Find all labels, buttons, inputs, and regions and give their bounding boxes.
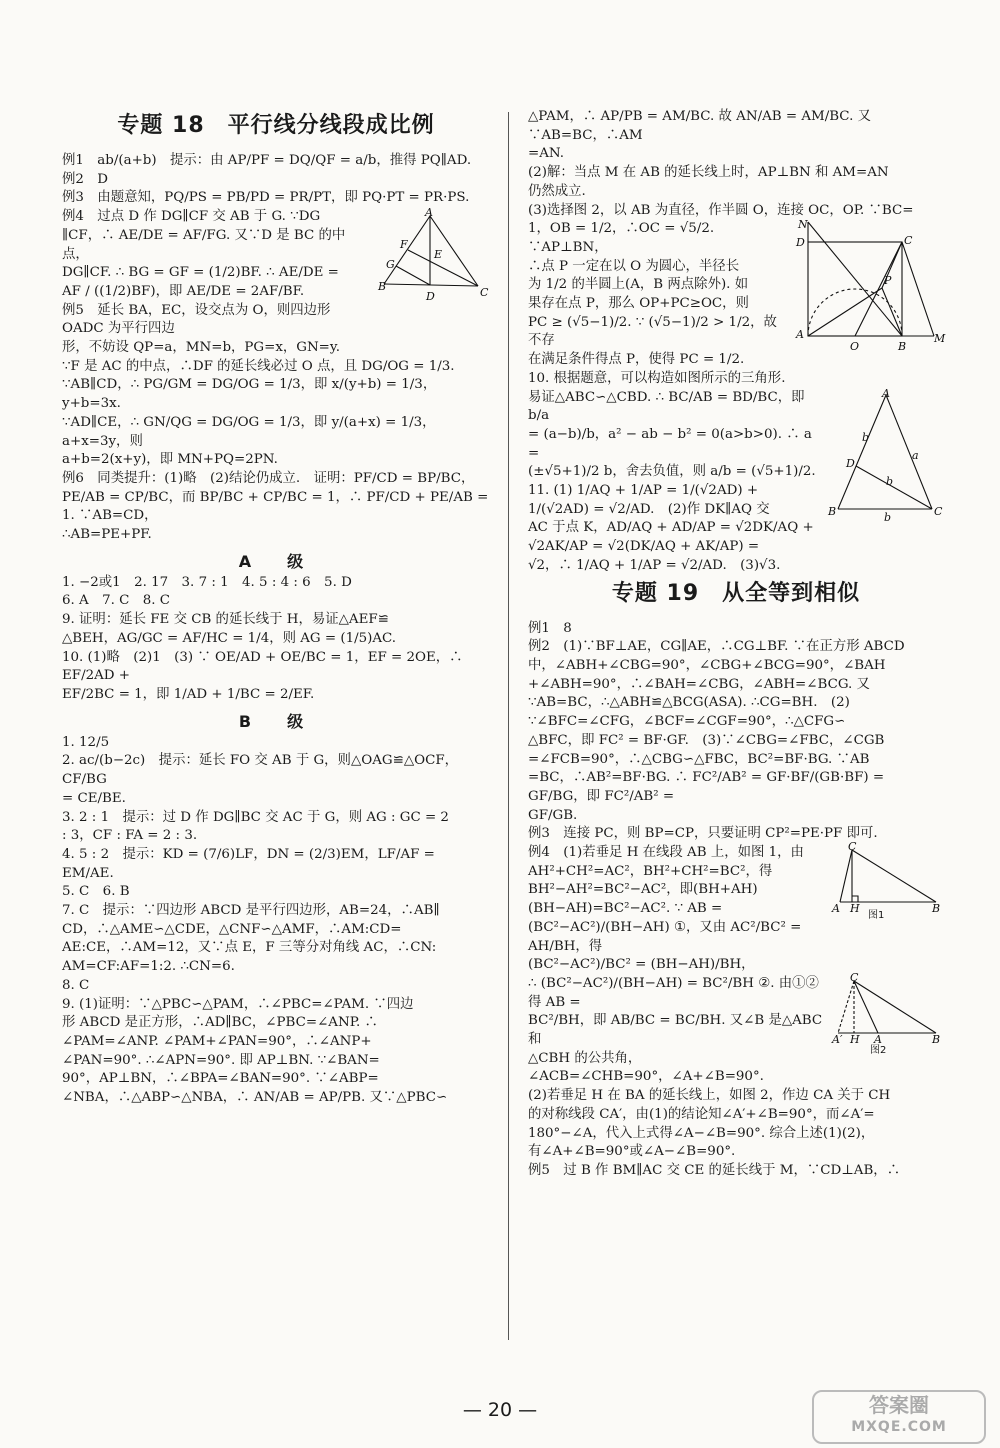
text-line: (±√5+1)/2 b，舍去负值，则 a/b = (√5+1)/2.: [528, 464, 816, 480]
text-line: 果存在点 P，那么 OP+PC≥OC，则: [528, 296, 749, 312]
text-line: (BC²−AC²)/BC² = (BH−AH)/BH，: [528, 957, 755, 973]
text-line: ∠NBA，∴△ABP∽△NBA，∴ AN/AB = AP/PB. 又∵△PBC∽: [62, 1090, 448, 1106]
text-line: 1，OB = 1/2，∴OC = √5/2. ∵AP⊥BN，: [528, 221, 715, 255]
svg-text:H: H: [850, 902, 860, 916]
text-line: 在满足条件得点 P，使得 PC = 1/2.: [528, 352, 745, 368]
text-line: 5. C 6. B: [62, 884, 130, 900]
svg-text:G: G: [386, 258, 395, 272]
svg-text:C: C: [850, 970, 859, 984]
text-line: =AN.: [528, 146, 565, 162]
watermark-url: MXQE.COM: [851, 1419, 947, 1435]
svg-text:B: B: [378, 280, 387, 294]
text-line: (2)解：当点 M 在 AB 的延长线上时，AP⊥BN 和 AM=AN: [528, 165, 889, 181]
topic-19-title: 专题 19 从全等到相似: [611, 580, 861, 606]
text-line: 2. ac/(b−2c) 提示：延长 FO 交 AB 于 G，则△OAG≌△OCF，CF/BG: [62, 753, 459, 788]
svg-text:b: b: [862, 430, 870, 444]
svg-text:b: b: [884, 510, 892, 524]
figure-1-right-triangle: [832, 840, 944, 924]
text-line: ∵AB∥CD，∴ PG/GM = DG/OG = 1/3，即 x/(y+b) = 1/3，y+b=3x.: [62, 377, 437, 412]
text-line: (2)若垂足 H 在 BA 的延长线上，如图 2，作边 CA 关于 CH: [528, 1088, 891, 1104]
svg-text:A′: A′: [832, 1032, 843, 1046]
text-line: 形 ABCD 是正方形，∴AD∥BC，∠PBC=∠ANP. ∴: [62, 1015, 378, 1031]
svg-text:M: M: [934, 332, 946, 346]
text-line: 10. (1)略 (2)1 (3) ∵ OE/AD + OE/BC = 1，EF = 2OE，∴ EF/2AD +: [62, 649, 463, 684]
svg-text:N: N: [798, 218, 808, 232]
svg-text:A: A: [874, 1032, 882, 1046]
text-line: △BFC，即 FC² = BF·GF. (3)∵∠CBG=∠FBC，∠CGB: [528, 732, 885, 748]
svg-text:E: E: [434, 248, 443, 262]
text-line: BC²/BH，即 AB/BC = BC/BH. 又∠B 是△ABC 和: [528, 1013, 823, 1048]
text-line: 例4 过点 D 作 DG∥CF 交 AB 于 G. ∵DG: [62, 209, 321, 225]
text-line: ∵AD∥CE，∴ GN/QG = DG/OG = 1/3，即 y/(a+x) = 1/3，a+x=3y，则: [62, 414, 436, 449]
text-line: +∠ABH=90°，∴∠BAH=∠CBG，∠ABH=∠BCG. 又: [528, 676, 870, 692]
text-line: ∵∠BFC=∠CFG，∠BCF=∠CGF=90°，∴△CFG∽: [528, 714, 846, 730]
text-line: 易证△ABC∽△CBD. ∴ BC/AB = BD/BC，即 b/a: [528, 389, 805, 424]
level-a-heading: A 级: [238, 551, 314, 571]
text-line: =∠FCB=90°，∴△CBG∽△FBC，BC²=BF·BG. ∵AB: [528, 751, 870, 767]
text-line: 有∠A+∠B=90°或∠A−∠B=90°.: [528, 1144, 736, 1160]
text-line: ∵F 是 AC 的中点，∴DF 的延长线必过 O 点，且 DG/OG = 1/3.: [62, 358, 455, 374]
text-line: 9. 证明：延长 FE 交 CB 的延长线于 H，易证△AEF≌: [62, 612, 389, 628]
text-line: 10. 根据题意，可以构造如图所示的三角形.: [528, 370, 786, 386]
svg-text:F: F: [400, 238, 408, 252]
text-line: CD，∴△AME∽△CDE，△CNF∽△AMF，∴AM:CD=: [62, 921, 402, 937]
text-line: ∴AB=PE+PF.: [62, 527, 152, 543]
text-line: PC ≥ (√5−1)/2. ∵ (√5−1)/2 > 1/2，故不存: [528, 314, 777, 349]
text-line: △BEH，AG/GC = AF/HC = 1/4，则 AG = (1/5)AC.: [62, 630, 397, 646]
text-line: PE/AB = CP/BC，而 BP/BC + CP/BC = 1，∴ PF/CD + PE/AB = 1. ∵AB=CD，: [62, 489, 489, 524]
text-line: (BC²−AC²)/(BH−AH) ①，又由 AC²/BC² = AH/BH，得: [528, 919, 802, 954]
text-line: : 3，CF : FA = 2 : 3.: [62, 828, 198, 844]
text-line: ∴点 P 一定在以 O 为圆心，半径长: [528, 258, 740, 274]
example4-triangle-figure: [378, 208, 490, 316]
text-line: 例2 (1)∵BF⊥AE，CG∥AE，∴CG⊥BF. ∵在正方形 ABCD: [528, 639, 905, 655]
watermark-text: 答案圈: [869, 1393, 929, 1417]
text-line: √2，∴ 1/AQ + 1/AP = √2/AD. (3)√3.: [528, 557, 781, 573]
level-b-heading: B 级: [238, 711, 314, 731]
svg-text:D: D: [426, 290, 435, 304]
text-line: = (a−b)/b，a² − ab − b² = 0(a>b>0). ∴ a =: [528, 426, 812, 461]
text-line: △CBH 的公共角，: [528, 1050, 642, 1066]
svg-text:B: B: [932, 1032, 941, 1046]
svg-text:b: b: [886, 474, 894, 488]
figure-1-caption: 图1: [868, 910, 885, 922]
text-line: ∠PAM=∠ANP. ∠PAM+∠PAN=90°，∴∠ANP+: [62, 1033, 372, 1049]
column-divider: [508, 112, 509, 1340]
text-line: a+b=2(x+y)，即 MN+PQ=2PN.: [62, 452, 278, 468]
text-line: ∠PAN=90°. ∴∠APN=90°. 即 AP⊥BN. ∵∠BAN=: [62, 1052, 380, 1068]
text-line: ∠ACB=∠CHB=90°，∠A+∠B=90°.: [528, 1069, 764, 1085]
example10-triangle-figure: [828, 386, 944, 524]
text-line: AF / ((1/2)BF)，即 AE/DE = 2AF/BF.: [62, 283, 305, 299]
text-line: 中，∠ABH+∠CBG=90°，∠CBG+∠BCG=90°，∠BAH: [528, 657, 886, 673]
text-line: DG∥CF. ∴ BG = GF = (1/2)BF. ∴ AE/DE =: [62, 265, 339, 281]
text-line: 例1 8: [528, 620, 572, 636]
text-line: 6. A 7. C 8. C: [62, 593, 171, 609]
text-line: 例5 过 B 作 BM∥AC 交 CE 的延长线于 M，∵CD⊥AB，∴: [528, 1162, 901, 1178]
text-line: = CE/BE.: [62, 790, 126, 806]
text-line: 例5 延长 BA，EC，设交点为 O，则四边形 OADC 为平行四边: [62, 302, 331, 337]
figure-2-obtuse-triangle: [832, 970, 944, 1059]
svg-text:D: D: [846, 456, 855, 470]
text-line: 11. (1) 1/AQ + 1/AP = 1/(√2AD) + 1/(√2AD) = √2/AD. (2)作 DK∥AQ 交: [528, 483, 770, 517]
text-line: 形，不妨设 QP=a，MN=b，PG=x，GN=y.: [62, 340, 340, 356]
svg-text:A: A: [832, 902, 840, 916]
text-line: 1. −2或1 2. 17 3. 7 : 1 4. 5 : 4 : 6 5. D: [62, 574, 352, 590]
square-semicircle-figure: [794, 220, 944, 360]
text-line: 例1 ab/(a+b) 提示：由 AP/PF = DQ/QF = a/b，推得 PQ∥AD.: [62, 153, 472, 168]
text-line: 仍然成立.: [528, 183, 586, 199]
text-line: BH²−AH²=BC²−AC²，即(BH+AH): [528, 882, 758, 898]
text-line: 1. 12/5: [62, 734, 110, 750]
svg-text:A: A: [796, 328, 804, 342]
right-column: [528, 108, 944, 1181]
svg-text:C: C: [480, 286, 489, 300]
text-line: ∵AB=BC，∴△ABH≌△BCG(ASA). ∴CG=BH. (2): [528, 695, 850, 711]
svg-text:A: A: [425, 206, 433, 220]
svg-text:A: A: [882, 386, 890, 400]
text-line: AH²+CH²=AC²，BH²+CH²=BC²，得: [528, 863, 773, 879]
svg-text:B: B: [932, 902, 941, 916]
svg-text:H: H: [850, 1032, 860, 1046]
text-line: AM=CF:AF=1:2. ∴CN=6.: [62, 959, 235, 975]
text-line: ∥CF，∴ AE/DE = AF/FG. 又∵D 是 BC 的中点，: [62, 227, 346, 262]
text-line: 为 1/2 的半圆上(A，B 两点除外). 如: [528, 277, 749, 293]
text-line: GF/GB.: [528, 807, 578, 823]
figure-2-caption: 图2: [870, 1044, 887, 1056]
text-line: 7. C 提示：∵四边形 ABCD 是平行四边形，AB=24，∴AB∥: [62, 903, 440, 919]
text-line: 3. 2 : 1 提示：过 D 作 DG∥BC 交 AC 于 G，则 AG : GC = 2: [62, 809, 449, 825]
svg-text:B: B: [898, 340, 907, 354]
svg-text:a: a: [912, 448, 919, 462]
svg-text:O: O: [850, 340, 860, 354]
text-line: 例4 (1)若垂足 H 在线段 AB 上，如图 1，由: [528, 845, 804, 861]
svg-text:C: C: [848, 840, 857, 854]
text-line: (3)选择图 2，以 AB 为直径，作半圆 O，连接 OC，OP. ∵BC=: [528, 202, 914, 218]
left-column: [62, 108, 490, 1108]
text-line: 例2 D: [62, 171, 109, 187]
text-line: (BH−AH)=BC²−AC². ∵ AB =: [528, 901, 723, 917]
text-line: 例3 由题意知，PQ/PS = PB/PD = PR/PT，即 PQ·PT = PR·PS.: [62, 190, 470, 206]
text-line: 的对称线段 CA′，由(1)的结论知∠A′+∠B=90°，而∠A′=: [528, 1106, 875, 1122]
text-line: 例6 同类提升：(1)略 (2)结论仍成立. 证明：PF/CD = BP/BC，: [62, 470, 475, 486]
topic-18-title: 专题 18 平行线分线段成比例: [117, 113, 435, 138]
svg-text:D: D: [796, 236, 805, 250]
svg-text:P: P: [884, 274, 892, 288]
text-line: 9. (1)证明：∵△PBC∽△PAM，∴∠PBC=∠PAM. ∵四边: [62, 996, 414, 1012]
text-line: AE:CE，∴AM=12，又∵点 E，F 三等分对角线 AC，∴CN:: [62, 940, 437, 956]
watermark-logo: [812, 1390, 986, 1444]
text-line: 4. 5 : 2 提示：KD = (7/6)LF，DN = (2/3)EM，LF/AF = EM/AE.: [62, 846, 435, 881]
page-number: — 20 —: [462, 1399, 538, 1421]
text-line: AC 于点 K，AD/AQ + AD/AP = √2DK/AQ + √2AK/AP = √2(DK/AQ + AK/AP) =: [528, 520, 814, 555]
text-line: EF/2BC = 1，即 1/AD + 1/BC = 2/EF.: [62, 686, 315, 702]
text-line: 8. C: [62, 977, 90, 993]
text-line: △PAM，∴ AP/PB = AM/BC. 故 AN/AB = AM/BC. 又∵AB=BC，∴AM: [528, 109, 871, 143]
text-line: 例3 连接 PC，则 BP=CP，只要证明 CP²=PE·PF 即可.: [528, 826, 878, 842]
svg-text:C: C: [904, 234, 913, 248]
svg-text:B: B: [828, 504, 837, 518]
text-line: 180°−∠A，代入上式得∠A−∠B=90°. 综合上述(1)(2)，: [528, 1125, 875, 1141]
text-line: ∴ (BC²−AC²)/(BH−AH) = BC²/BH ②. 由①②得 AB =: [528, 975, 819, 1010]
text-line: =BC，∴AB²=BF·BG. ∴ FC²/AB² = GF·BF/(GB·BF) = GF/BG，即 FC²/AB² =: [528, 770, 885, 804]
svg-text:C: C: [934, 504, 943, 518]
text-line: 90°，AP⊥BN，∴∠BPA=∠BAN=90°. ∵∠ABP=: [62, 1071, 379, 1087]
